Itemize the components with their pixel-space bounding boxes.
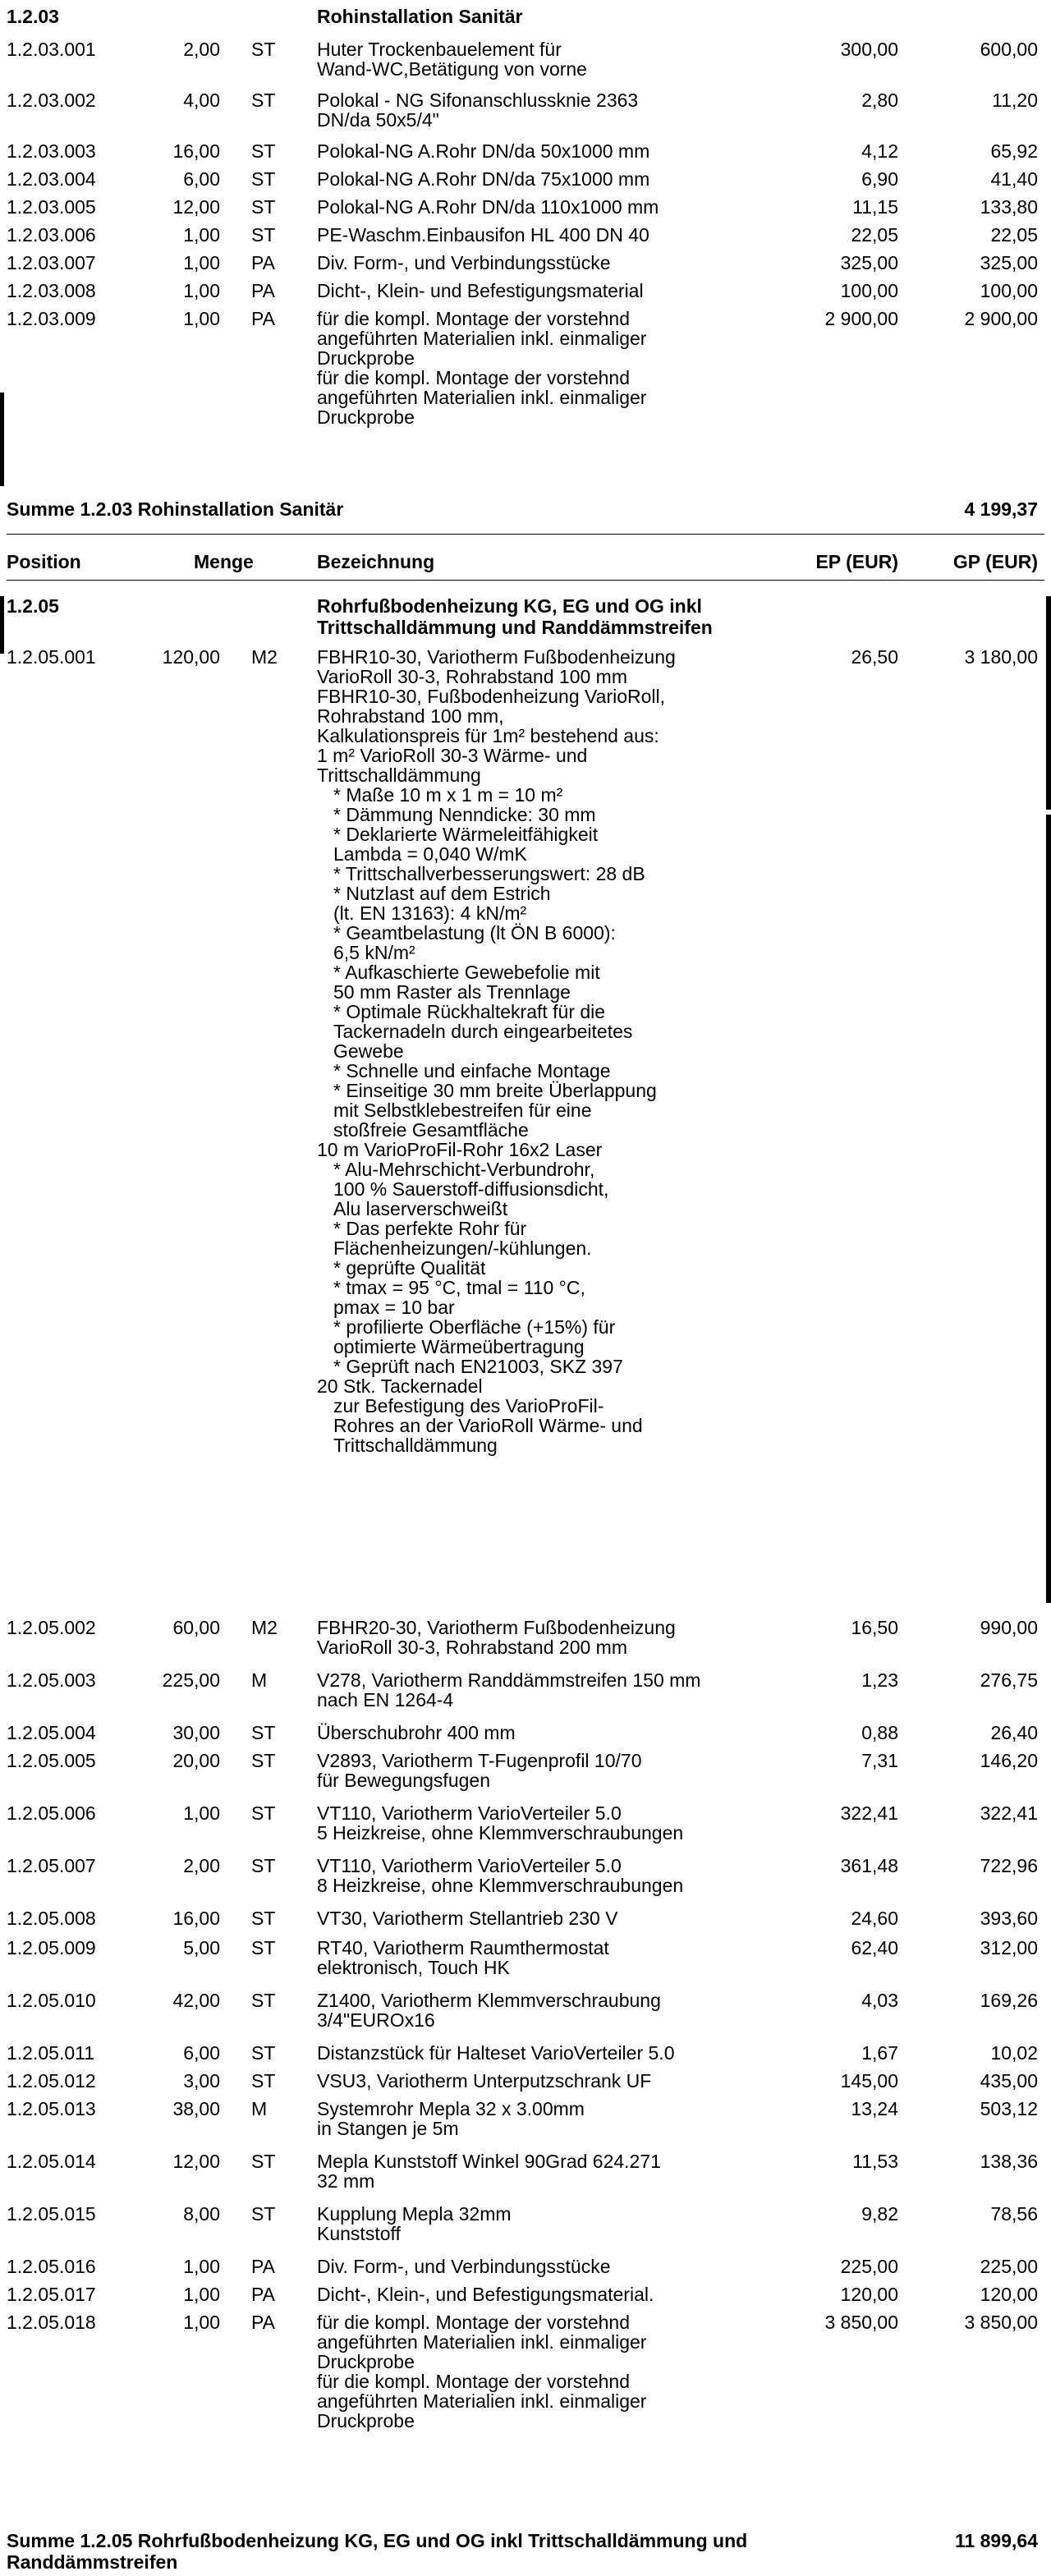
description-line: * profilierte Oberfläche (+15%) für (333, 1316, 616, 1338)
description-line: VSU3, Variotherm Unterputzschrank UF (317, 2070, 652, 2092)
header-ep: EP (EUR) (815, 551, 898, 572)
description (317, 225, 777, 245)
description-line: Dicht-, Klein- und Befestigungsmaterial (317, 280, 644, 301)
description-line: VarioRoll 30-3, Rohrabstand 100 mm (317, 666, 627, 687)
description-line: Druckprobe (317, 2351, 415, 2372)
description-line: stoßfreie Gesamtfläche (333, 1119, 529, 1141)
unit: M2 (251, 1617, 278, 1638)
total-price: 393,60 (980, 1908, 1038, 1929)
quantity: 1,00 (183, 280, 220, 301)
description-line: Rohres an der VarioRoll Wärme- und (333, 1415, 643, 1436)
description-line: 100 % Sauerstoff-diffusionsdicht, (333, 1178, 609, 1200)
position-number: 1.2.03.006 (7, 224, 96, 246)
unit: ST (251, 224, 276, 246)
unit-price: 13,24 (851, 2098, 898, 2119)
total-price: 322,41 (980, 1802, 1038, 1824)
section-title-line1: Rohrfußbodenheizung KG, EG und OG inkl (317, 595, 702, 617)
quantity: 38,00 (172, 2098, 220, 2119)
position-number: 1.2.05.001 (7, 646, 96, 668)
description-line: für die kompl. Montage der vorstehnd (317, 367, 630, 388)
description-line: 32 mm (317, 2170, 375, 2192)
description-line: für Bewegungsfugen (317, 1770, 490, 1791)
unit-price: 4,12 (861, 140, 898, 162)
description-line: Überschubrohr 400 mm (317, 1722, 516, 1743)
unit: PA (251, 252, 275, 273)
quantity: 1,00 (183, 224, 220, 246)
quantity: 60,00 (172, 1617, 220, 1638)
total-price: 169,26 (980, 1990, 1038, 2011)
position-number: 1.2.05.008 (7, 1908, 96, 1929)
quantity: 225,00 (162, 1669, 220, 1691)
total-price: 22,05 (990, 224, 1038, 246)
description-line: Polokal-NG A.Rohr DN/da 75x1000 mm (317, 168, 650, 190)
total-price: 276,75 (980, 1669, 1038, 1691)
unit: ST (251, 2203, 276, 2225)
description-line: Trittschalldämmung (317, 765, 481, 786)
description-line: Rohrabstand 100 mm, (317, 705, 504, 727)
description-line: * Maße 10 m x 1 m = 10 m² (333, 784, 563, 806)
position-number: 1.2.05.012 (7, 2070, 96, 2092)
position-number: 1.2.05.009 (7, 1937, 96, 1958)
quantity: 1,00 (183, 252, 220, 273)
description-line: für die kompl. Montage der vorstehnd (317, 2371, 630, 2392)
description-line: Alu laserverschweißt (333, 1198, 508, 1219)
total-price: 3 850,00 (964, 2312, 1038, 2333)
quantity: 16,00 (172, 140, 220, 162)
unit: ST (251, 1908, 276, 1929)
unit: ST (251, 90, 276, 111)
sum-label-line1: Summe 1.2.05 Rohrfußbodenheizung KG, EG und OG inkl Trittschalldämmung und (7, 2530, 748, 2551)
position-number: 1.2.05.018 (7, 2312, 96, 2333)
total-price: 435,00 (980, 2070, 1038, 2092)
total-price: 65,92 (990, 140, 1038, 162)
description-line: Polokal - NG Sifonanschlussknie 2363 (317, 90, 639, 111)
unit: PA (251, 2256, 275, 2277)
total-price: 2 900,00 (964, 308, 1038, 329)
total-price: 312,00 (980, 1937, 1038, 1958)
unit-price: 2,80 (861, 90, 898, 111)
unit-price: 225,00 (840, 2256, 898, 2277)
description-line: * Nutzlast auf dem Estrich (333, 883, 551, 904)
quantity: 16,00 (172, 1908, 220, 1929)
description-line: angeführten Materialien inkl. einmaliger (317, 328, 647, 349)
total-price: 600,00 (980, 39, 1038, 60)
description (317, 2099, 777, 2138)
description (317, 1991, 777, 2030)
margin-bar (0, 596, 4, 654)
unit: ST (251, 1855, 276, 1876)
description-line: * Das perfekte Rohr für (333, 1218, 527, 1239)
unit-price: 145,00 (840, 2070, 898, 2092)
description-line: 1 m² VarioRoll 30-3 Wärme- und (317, 745, 588, 766)
quantity: 1,00 (183, 2284, 220, 2305)
position-number: 1.2.03.002 (7, 90, 96, 111)
description (317, 2043, 777, 2063)
unit-price: 322,41 (840, 1802, 898, 1824)
unit-price: 3 850,00 (824, 2312, 898, 2333)
position-number: 1.2.05.010 (7, 1990, 96, 2011)
unit-price: 4,03 (861, 1990, 898, 2011)
total-price: 100,00 (980, 280, 1038, 301)
description (317, 39, 777, 79)
unit-price: 11,53 (852, 2151, 898, 2172)
description-line: Div. Form-, und Verbindungsstücke (317, 2256, 611, 2277)
position-number: 1.2.03.001 (7, 39, 96, 60)
description (317, 1856, 777, 1895)
description (317, 90, 777, 130)
unit: PA (251, 2284, 275, 2305)
unit-price: 100,00 (840, 280, 898, 301)
description (317, 2151, 777, 2191)
unit: PA (251, 308, 275, 329)
unit-price: 62,40 (851, 1937, 898, 1958)
unit-price: 325,00 (840, 252, 898, 273)
description-line: 6,5 kN/m² (333, 942, 415, 963)
unit-price: 6,90 (861, 168, 898, 190)
description-line: Dicht-, Klein-, und Befestigungsmaterial. (317, 2284, 654, 2305)
description-line: 50 mm Raster als Trennlage (333, 981, 571, 1003)
description-line: angeführten Materialien inkl. einmaliger (317, 2331, 647, 2353)
unit-price: 11,15 (852, 196, 898, 218)
description-line: VT110, Variotherm VarioVerteiler 5.0 (317, 1802, 622, 1824)
unit-price: 300,00 (840, 39, 898, 60)
total-price: 146,20 (980, 1750, 1038, 1771)
unit-price: 2 900,00 (824, 308, 898, 329)
description (317, 309, 777, 427)
unit: ST (251, 2042, 276, 2064)
description-line: Polokal-NG A.Rohr DN/da 50x1000 mm (317, 140, 650, 162)
quantity: 120,00 (162, 646, 220, 668)
description (317, 2204, 777, 2243)
description (317, 1618, 777, 1657)
description-line: für die kompl. Montage der vorstehnd (317, 2312, 630, 2333)
position-number: 1.2.05.011 (7, 2042, 95, 2064)
position-number: 1.2.05.004 (7, 1722, 96, 1743)
description (317, 2284, 777, 2304)
position-number: 1.2.05.006 (7, 1802, 96, 1824)
description (317, 1723, 777, 1743)
description-line: * Deklarierte Wärmeleitfähigkeit (333, 824, 599, 845)
position-number: 1.2.03.007 (7, 252, 96, 273)
quantity: 12,00 (172, 2151, 220, 2172)
section-title: Rohinstallation Sanitär (317, 6, 523, 27)
total-price: 990,00 (980, 1617, 1038, 1638)
description (317, 169, 777, 189)
description (317, 141, 777, 161)
unit-price: 0,88 (861, 1722, 898, 1743)
unit-price: 1,23 (861, 1669, 898, 1691)
section-number: 1.2.03 (7, 6, 59, 27)
quantity: 12,00 (172, 196, 220, 218)
description-line: Kupplung Mepla 32mm (317, 2203, 512, 2225)
header-menge: Menge (194, 551, 254, 572)
quantity: 1,00 (183, 2256, 220, 2277)
total-price: 225,00 (980, 2256, 1038, 2277)
description (317, 2257, 777, 2276)
quantity: 6,00 (183, 168, 220, 190)
unit-price: 22,05 (851, 224, 898, 246)
quantity: 2,00 (183, 39, 220, 60)
description (317, 2071, 777, 2091)
description-line: VT110, Variotherm VarioVerteiler 5.0 (317, 1855, 622, 1876)
description-line: elektronisch, Touch HK (317, 1957, 510, 1978)
description-line: 5 Heizkreise, ohne Klemmverschraubungen (317, 1822, 684, 1844)
header-gp: GP (EUR) (952, 551, 1038, 572)
sum-value: 4 199,37 (964, 498, 1038, 520)
description-line: Druckprobe (317, 347, 415, 369)
description-line: * Alu-Mehrschicht-Verbundrohr, (333, 1159, 595, 1180)
total-price: 722,96 (980, 1855, 1038, 1876)
description (317, 647, 777, 1455)
description (317, 1803, 777, 1843)
description (317, 1938, 777, 1977)
description-line: 8 Heizkreise, ohne Klemmverschraubungen (317, 1875, 684, 1896)
position-number: 1.2.05.017 (7, 2284, 96, 2305)
description (317, 1751, 777, 1790)
margin-bar-right (1046, 596, 1051, 810)
total-price: 11,20 (992, 90, 1038, 111)
quantity: 3,00 (183, 2070, 220, 2092)
description-line: * Optimale Rückhaltekraft für die (333, 1001, 606, 1022)
description-line: * Dämmung Nenndicke: 30 mm (333, 804, 596, 825)
total-price: 10,02 (990, 2042, 1038, 2064)
quantity: 20,00 (172, 1750, 220, 1771)
unit: ST (251, 196, 276, 218)
position-number: 1.2.05.015 (7, 2203, 96, 2225)
description-line: Druckprobe (317, 406, 415, 428)
description-line: Flächenheizungen/-kühlungen. (333, 1237, 592, 1259)
total-price: 133,80 (980, 196, 1038, 218)
quantity: 2,00 (183, 1855, 220, 1876)
description-line: Trittschalldämmung (333, 1435, 498, 1456)
unit: PA (251, 280, 275, 301)
unit: M (251, 2098, 268, 2119)
position-number: 1.2.03.005 (7, 196, 96, 218)
sum-label: Summe 1.2.03 Rohinstallation Sanitär (7, 498, 344, 520)
description-line: Div. Form-, und Verbindungsstücke (317, 252, 611, 273)
header-bezeichnung: Bezeichnung (317, 551, 435, 572)
position-number: 1.2.05.013 (7, 2098, 96, 2119)
description-line: * Aufkaschierte Gewebefolie mit (333, 962, 600, 983)
position-number: 1.2.05.002 (7, 1617, 96, 1638)
section-number: 1.2.05 (7, 595, 59, 617)
description-line: nach EN 1264-4 (317, 1689, 454, 1710)
unit: ST (251, 39, 276, 60)
unit-price: 1,67 (861, 2042, 898, 2064)
description (317, 2312, 777, 2431)
description (317, 1670, 777, 1710)
total-price: 325,00 (980, 252, 1038, 273)
unit: ST (251, 2151, 276, 2172)
unit-price: 361,48 (840, 1855, 898, 1876)
position-number: 1.2.03.009 (7, 308, 96, 329)
description-line: 20 Stk. Tackernadel (317, 1375, 483, 1397)
total-price: 41,40 (990, 168, 1038, 190)
description-line: angeführten Materialien inkl. einmaliger (317, 387, 647, 408)
description-line: * Schnelle und einfache Montage (333, 1060, 611, 1081)
position-number: 1.2.05.003 (7, 1669, 96, 1691)
description-line: Kunststoff (317, 2223, 401, 2244)
description-line: Kalkulationspreis für 1m² bestehend aus: (317, 725, 659, 746)
description-line: Huter Trockenbauelement für (317, 39, 562, 60)
unit: M2 (251, 646, 278, 668)
position-number: 1.2.03.008 (7, 280, 96, 301)
unit-price: 120,00 (840, 2284, 898, 2305)
description-line: FBHR10-30, Variotherm Fußbodenheizung (317, 646, 676, 668)
unit: PA (251, 2312, 275, 2333)
quantity: 8,00 (183, 2203, 220, 2225)
quantity: 4,00 (183, 90, 220, 111)
description-line: für die kompl. Montage der vorstehnd (317, 308, 630, 329)
description-line: 3/4"EUROx16 (317, 2009, 435, 2031)
description-line: (lt. EN 13163): 4 kN/m² (333, 902, 527, 924)
description-line: V2893, Variotherm T-Fugenprofil 10/70 (317, 1750, 642, 1771)
total-price: 503,12 (980, 2098, 1038, 2119)
description-line: angeführten Materialien inkl. einmaliger (317, 2390, 647, 2412)
description (317, 281, 777, 301)
unit: ST (251, 1750, 276, 1771)
description-line: * tmax = 95 °C, tmal = 110 °C, (333, 1277, 585, 1298)
position-number: 1.2.05.005 (7, 1750, 96, 1771)
sum-value: 11 899,64 (954, 2530, 1038, 2551)
description-line: Mepla Kunststoff Winkel 90Grad 624.271 (317, 2151, 661, 2172)
description-line: * Geprüft nach EN21003, SKZ 397 (333, 1356, 623, 1377)
unit: ST (251, 1937, 276, 1958)
header-underline (7, 580, 1044, 581)
description-line: * Geamtbelastung (lt ÖN B 6000): (333, 922, 616, 944)
unit-price: 9,82 (861, 2203, 898, 2225)
description-line: V278, Variotherm Randdämmstreifen 150 mm (317, 1669, 701, 1691)
description (317, 1908, 777, 1928)
description-line: Wand-WC,Betätigung von vorne (317, 58, 587, 80)
description-line: * Trittschallverbesserungswert: 28 dB (333, 863, 645, 884)
description-line: zur Befestigung des VarioProFil- (333, 1395, 604, 1417)
unit: M (251, 1669, 268, 1691)
description-line: Z1400, Variotherm Klemmverschraubung (317, 1990, 661, 2011)
description-line: mit Selbstklebestreifen für eine (333, 1100, 592, 1121)
unit: ST (251, 168, 276, 190)
total-price: 120,00 (980, 2284, 1038, 2305)
description-line: Polokal-NG A.Rohr DN/da 110x1000 mm (317, 196, 659, 218)
description-line: in Stangen je 5m (317, 2118, 459, 2139)
position-number: 1.2.05.016 (7, 2256, 96, 2277)
header-position: Position (7, 551, 81, 572)
unit: ST (251, 2070, 276, 2092)
quantity: 1,00 (183, 308, 220, 329)
position-number: 1.2.03.003 (7, 140, 96, 162)
description-line: Gewebe (333, 1040, 404, 1062)
divider (7, 534, 1044, 535)
description-line: DN/da 50x5/4" (317, 109, 439, 131)
description-line: Systemrohr Mepla 32 x 3.00mm (317, 2098, 585, 2119)
total-price: 138,36 (980, 2151, 1038, 2172)
quantity: 42,00 (172, 1990, 220, 2011)
description-line: Tackernadeln durch eingearbeitetes (333, 1021, 633, 1042)
unit: ST (251, 1990, 276, 2011)
description-line: PE-Waschm.Einbausifon HL 400 DN 40 (317, 224, 649, 246)
description-line: 10 m VarioProFil-Rohr 16x2 Laser (317, 1139, 603, 1160)
position-number: 1.2.05.014 (7, 2151, 96, 2172)
unit: ST (251, 140, 276, 162)
unit-price: 26,50 (851, 646, 898, 668)
margin-bar (0, 393, 4, 486)
description-line: optimierte Wärmeübertragung (333, 1336, 585, 1357)
total-price: 26,40 (990, 1722, 1038, 1743)
unit-price: 24,60 (851, 1908, 898, 1929)
description (317, 197, 777, 217)
unit-price: 7,31 (861, 1750, 898, 1771)
total-price: 78,56 (990, 2203, 1038, 2225)
quantity: 5,00 (183, 1937, 220, 1958)
quantity: 1,00 (183, 2312, 220, 2333)
position-number: 1.2.03.004 (7, 168, 96, 190)
description-line: RT40, Variotherm Raumthermostat (317, 1937, 609, 1958)
description-line: Lambda = 0,040 W/mK (333, 843, 527, 865)
position-number: 1.2.05.007 (7, 1855, 96, 1876)
description-line: VarioRoll 30-3, Rohrabstand 200 mm (317, 1637, 627, 1658)
description (317, 253, 777, 273)
unit-price: 16,50 (851, 1617, 898, 1638)
unit: ST (251, 1802, 276, 1824)
quantity: 6,00 (183, 2042, 220, 2064)
description-line: FBHR10-30, Fußbodenheizung VarioRoll, (317, 686, 666, 707)
margin-bar-right (1046, 815, 1051, 1603)
section-title-line2: Trittschalldämmung und Randdämmstreifen (317, 617, 713, 638)
description-line: * geprüfte Qualität (333, 1257, 486, 1279)
description-line: Druckprobe (317, 2410, 415, 2431)
total-price: 3 180,00 (964, 646, 1038, 668)
description-line: pmax = 10 bar (333, 1297, 455, 1318)
sum-label-line2: Randdämmstreifen (7, 2551, 178, 2573)
description-line: VT30, Variotherm Stellantrieb 230 V (317, 1908, 618, 1929)
description-line: Distanzstück für Halteset VarioVerteiler 5.0 (317, 2042, 675, 2064)
description-line: FBHR20-30, Variotherm Fußbodenheizung (317, 1617, 676, 1638)
quantity: 1,00 (183, 1802, 220, 1824)
quantity: 30,00 (172, 1722, 220, 1743)
description-line: * Einseitige 30 mm breite Überlappung (333, 1080, 657, 1101)
unit: ST (251, 1722, 276, 1743)
